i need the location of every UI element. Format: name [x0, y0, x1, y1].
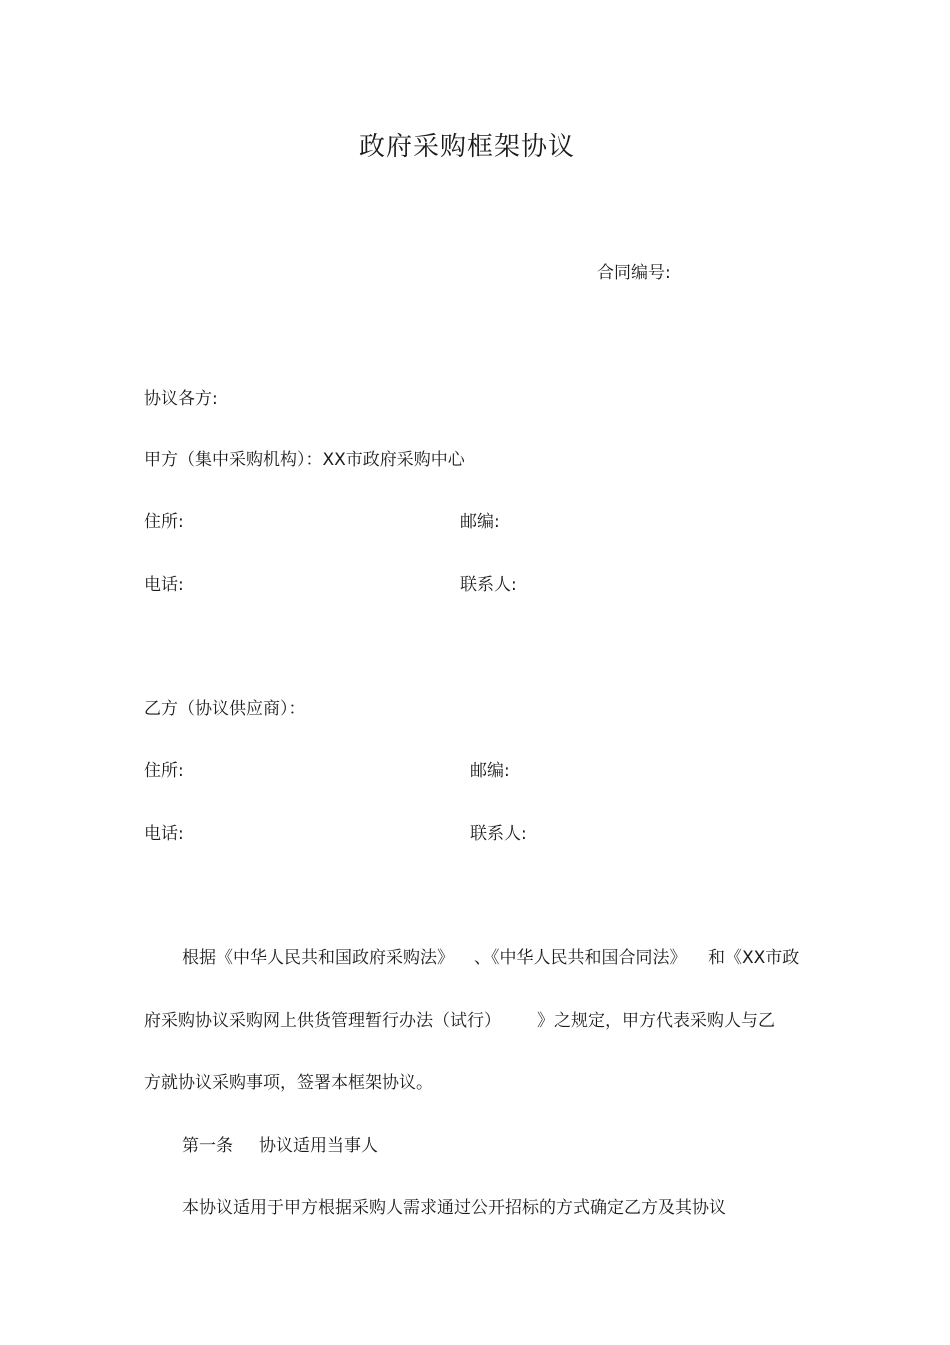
- party-a-name: 甲方（集中采购机构）：XX市政府采购中心: [144, 450, 465, 470]
- party-b-phone-label: 电话:: [144, 824, 184, 844]
- article-1-heading: 协议适用当事人: [259, 1136, 378, 1156]
- preamble-line2-part1: 府采购协议采购网上供货管理暂行办法（试行）: [144, 1011, 501, 1031]
- preamble-line3: 方就协议采购事项，签署本框架协议。: [144, 1073, 433, 1093]
- preamble-line2-part2: 》之规定，甲方代表采购人与乙: [537, 1011, 775, 1031]
- party-b-address-label: 住所:: [144, 761, 184, 781]
- preamble-line1-part3: 和《XX市政: [708, 948, 800, 968]
- party-b-postcode-label: 邮编:: [470, 761, 510, 781]
- document-title: 政府采购框架协议: [358, 132, 575, 162]
- contract-number-label: 合同编号:: [597, 263, 671, 283]
- party-a-phone-label: 电话:: [144, 575, 184, 595]
- party-b-name: 乙方（协议供应商）：: [144, 699, 306, 719]
- article-1-number: 第一条: [182, 1136, 233, 1156]
- party-b-contact-label: 联系人:: [470, 824, 527, 844]
- preamble-line1-part1: 根据《中华人民共和国政府采购法》: [182, 948, 454, 968]
- preamble-line1-part2: 、《中华人民共和国合同法》: [474, 948, 687, 968]
- party-a-postcode-label: 邮编:: [460, 512, 500, 532]
- article-1-body-line1: 本协议适用于甲方根据采购人需求通过公开招标的方式确定乙方及其协议: [182, 1198, 726, 1218]
- party-a-address-label: 住所:: [144, 512, 184, 532]
- parties-label: 协议各方:: [144, 389, 218, 409]
- party-a-contact-label: 联系人:: [460, 575, 517, 595]
